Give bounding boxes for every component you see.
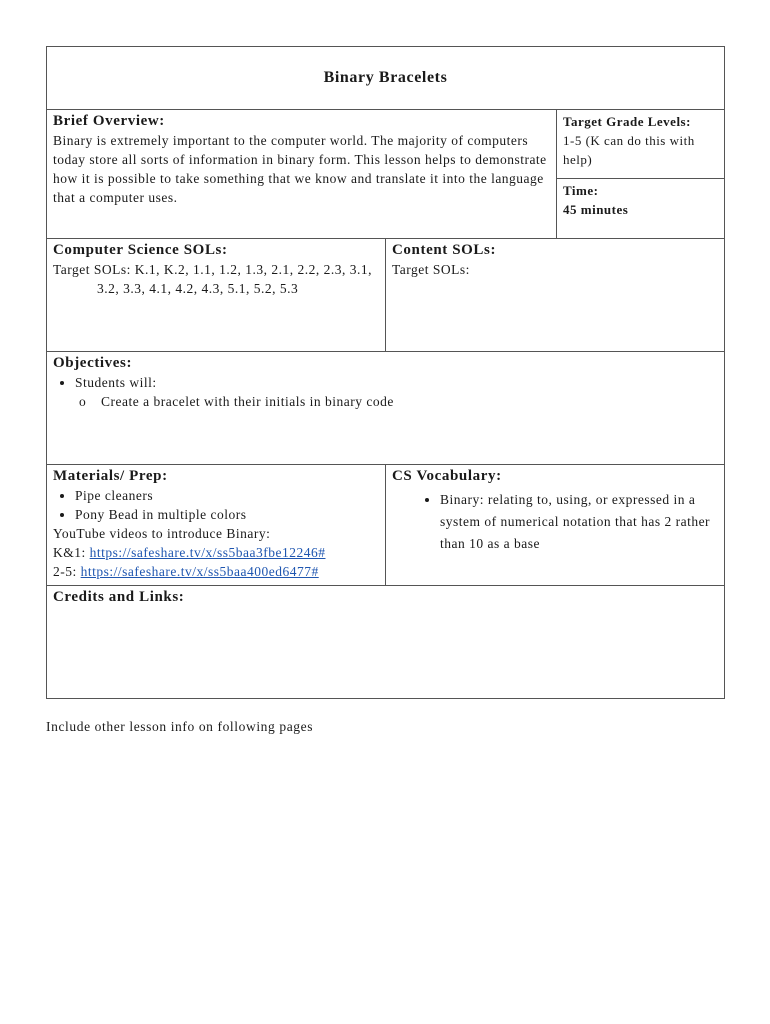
overview-heading: Brief Overview: <box>53 113 165 129</box>
credits-heading: Credits and Links: <box>53 589 185 605</box>
grade-cell <box>557 110 725 179</box>
credits-cell <box>47 586 725 699</box>
overview-text: Binary is extremely important to the computer world. The majority of computers today store all sorts of information in binary form. This lesson helps to demonstrate how it is possible to take something that we know and translate it into the language that a computer uses. <box>53 133 547 205</box>
objectives-sublist <box>75 392 718 411</box>
materials-cell <box>47 465 386 586</box>
objectives-list <box>53 373 718 411</box>
list-item: o Create a bracelet with their initials in binary code <box>101 392 718 411</box>
list-item: • Pony Bead in multiple colors <box>75 505 379 524</box>
footer-note: Include other lesson info on following pages <box>46 719 314 734</box>
lesson-plan-table <box>46 46 725 699</box>
grade-heading: Target Grade Levels: <box>563 114 691 129</box>
objectives-cell <box>47 352 725 465</box>
time-cell <box>557 179 725 239</box>
video-link-row: K&1: https://safeshare.tv/x/ss5baa3fbe12246# <box>53 545 326 560</box>
objectives-heading: Objectives: <box>53 355 133 371</box>
lesson-title: Binary Bracelets <box>47 47 725 110</box>
grade-text: 1-5 (K can do this with help) <box>563 133 695 167</box>
content-sols-cell <box>386 239 725 352</box>
video-link-row: 2-5: https://safeshare.tv/x/ss5baa400ed6477# <box>53 564 319 579</box>
videos-label: YouTube videos to introduce Binary: <box>53 526 271 541</box>
content-sols-text: Target SOLs: <box>392 262 470 277</box>
vocab-list <box>392 489 718 555</box>
lesson-plan <box>46 46 724 699</box>
list-item: • Students will: o Create a bracelet with their initials in binary code <box>75 373 718 411</box>
cs-sols-heading: Computer Science SOLs: <box>53 242 228 258</box>
time-heading: Time: <box>563 183 599 198</box>
video-link-2-5[interactable]: https://safeshare.tv/x/ss5baa400ed6477# <box>80 564 319 579</box>
content-sols-heading: Content SOLs: <box>392 242 497 258</box>
cs-sols-cell <box>47 239 386 352</box>
list-item: • Binary: relating to, using, or expressed in a system of numerical notation that has 2 rather than 10 as a base <box>440 489 718 555</box>
list-item: • Pipe cleaners <box>75 486 379 505</box>
overview-cell <box>47 110 557 239</box>
materials-heading: Materials/ Prep: <box>53 468 168 484</box>
video-link-k1[interactable]: https://safeshare.tv/x/ss5baa3fbe12246# <box>89 545 326 560</box>
vocab-heading: CS Vocabulary: <box>392 468 502 484</box>
vocab-cell <box>386 465 725 586</box>
materials-list <box>53 486 379 524</box>
cs-sols-text: Target SOLs: K.1, K.2, 1.1, 1.2, 1.3, 2.1, 2.2, 2.3, 3.1, 3.2, 3.3, 4.1, 4.2, 4.3, 5.1, 5.2, 5.3 <box>53 262 373 296</box>
time-text: 45 minutes <box>563 202 629 217</box>
